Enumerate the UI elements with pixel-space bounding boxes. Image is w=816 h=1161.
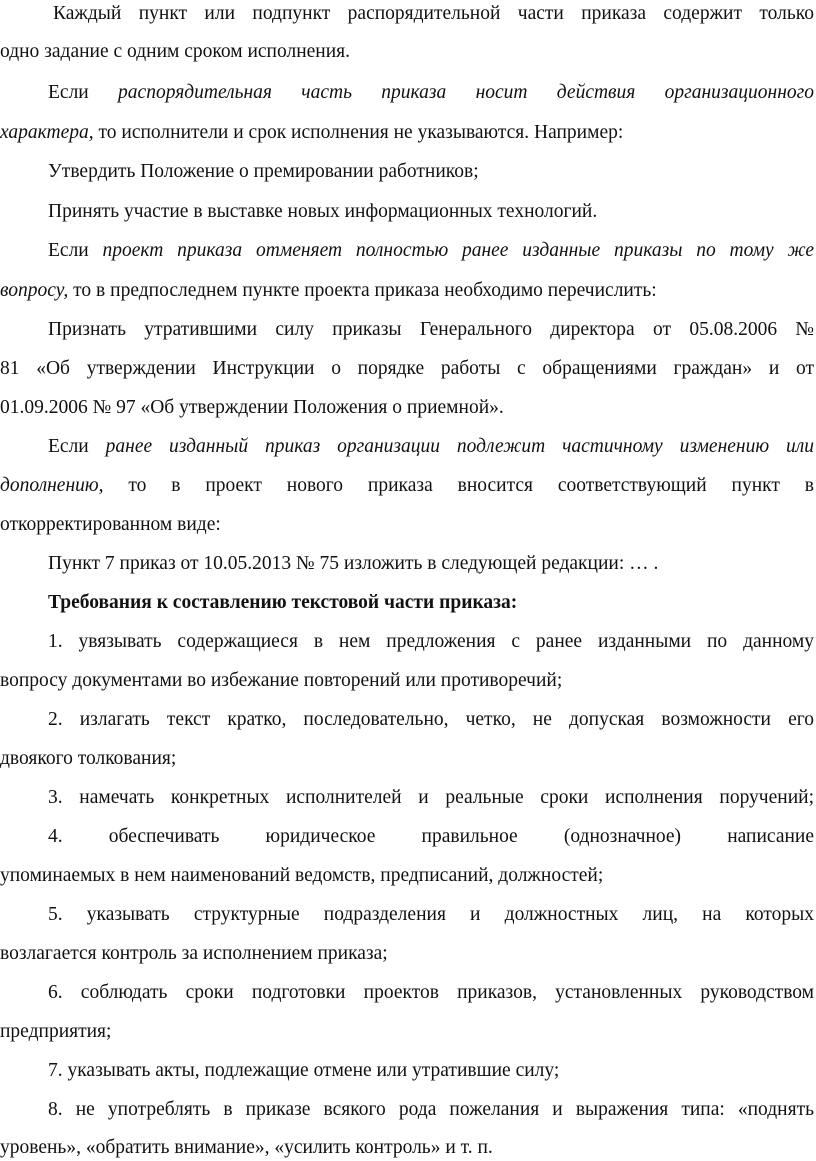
paragraph-5-line-2: дополнению, то в проект нового приказа вносится соответствующий пункт в [0, 475, 814, 496]
requirement-item-1-line-1: 1. увязывать содержащиеся в нем предложения с ранее изданными по данному [48, 631, 814, 652]
italic-emphasis: ранее изданный приказ организации подлежит частичному изменению или [105, 436, 814, 457]
paragraph-3-line-2: вопросу, то в предпоследнем пункте проекта приказа необходимо перечислить: [0, 280, 657, 301]
example-line-1: Утвердить Положение о премировании работников; [48, 161, 479, 182]
paragraph-2-line-1: Если распорядительная часть приказа носит действия организационного [48, 82, 814, 103]
paragraph-4-line-3: 01.09.2006 № 97 «Об утверждении Положения о приемной». [0, 397, 504, 418]
requirement-item-4-line-1: 4. обеспечивать юридическое правильное (однозначное) написание [48, 826, 814, 847]
paragraph-3-line-1: Если проект приказа отменяет полностью ранее изданные приказы по тому же [48, 240, 814, 261]
requirement-item-3-line-1: 3. намечать конкретных исполнителей и реальные сроки исполнения поручений; [48, 787, 814, 808]
paragraph-4-line-2: 81 «Об утверждении Инструкции о порядке работы с обращениями граждан» и от [0, 358, 814, 379]
italic-emphasis: вопросу, [0, 280, 69, 301]
paragraph-4-line-1: Признать утратившими силу приказы Генерального директора от 05.08.2006 № [48, 319, 814, 340]
section-heading: Требования к составлению текстовой части приказа: [48, 592, 518, 613]
paragraph-5-line-1: Если ранее изданный приказ организации подлежит частичному изменению или [48, 436, 814, 457]
requirement-item-2-line-1: 2. излагать текст кратко, последовательно, четко, не допуская возможности его [48, 709, 814, 730]
italic-emphasis: дополнению, [0, 475, 104, 496]
example-line-2: Принять участие в выставке новых информационных технологий. [48, 201, 598, 222]
paragraph-6-line-1: Пункт 7 приказ от 10.05.2013 № 75 изложить в следующей редакции: … . [48, 553, 659, 574]
italic-emphasis: проект приказа отменяет полностью ранее изданные приказы по тому же [102, 240, 814, 261]
italic-emphasis: характера, [0, 122, 94, 143]
requirement-item-2-line-2: двоякого толкования; [0, 748, 177, 769]
requirement-item-1-line-2: вопросу документами во избежание повторений или противоречий; [0, 670, 563, 691]
paragraph-1-line-2: одно задание с одним сроком исполнения. [0, 41, 351, 62]
italic-emphasis: распорядительная часть приказа носит действия организационного [118, 82, 814, 103]
requirement-item-8-line-2: уровень», «обратить внимание», «усилить контроль» и т. п. [0, 1137, 493, 1158]
requirement-item-5-line-2: возлагается контроль за исполнением приказа; [0, 943, 388, 964]
requirement-item-4-line-2: упоминаемых в нем наименований ведомств, предписаний, должностей; [0, 865, 604, 886]
requirement-item-7-line-1: 7. указывать акты, подлежащие отмене или утратившие силу; [48, 1060, 560, 1081]
paragraph-5-line-3: откорректированном виде: [0, 514, 221, 535]
requirement-item-5-line-1: 5. указывать структурные подразделения и должностных лиц, на которых [48, 904, 814, 925]
requirement-item-6-line-1: 6. соблюдать сроки подготовки проектов приказов, установленных руководством [48, 982, 814, 1003]
paragraph-2-line-2: характера, то исполнители и срок исполнения не указываются. Например: [0, 122, 624, 143]
paragraph-1-line-1: Каждый пункт или подпункт распорядительной части приказа содержит только [53, 3, 814, 24]
requirement-item-6-line-2: предприятия; [0, 1021, 112, 1042]
requirement-item-8-line-1: 8. не употреблять в приказе всякого рода пожелания и выражения типа: «поднять [48, 1099, 814, 1120]
